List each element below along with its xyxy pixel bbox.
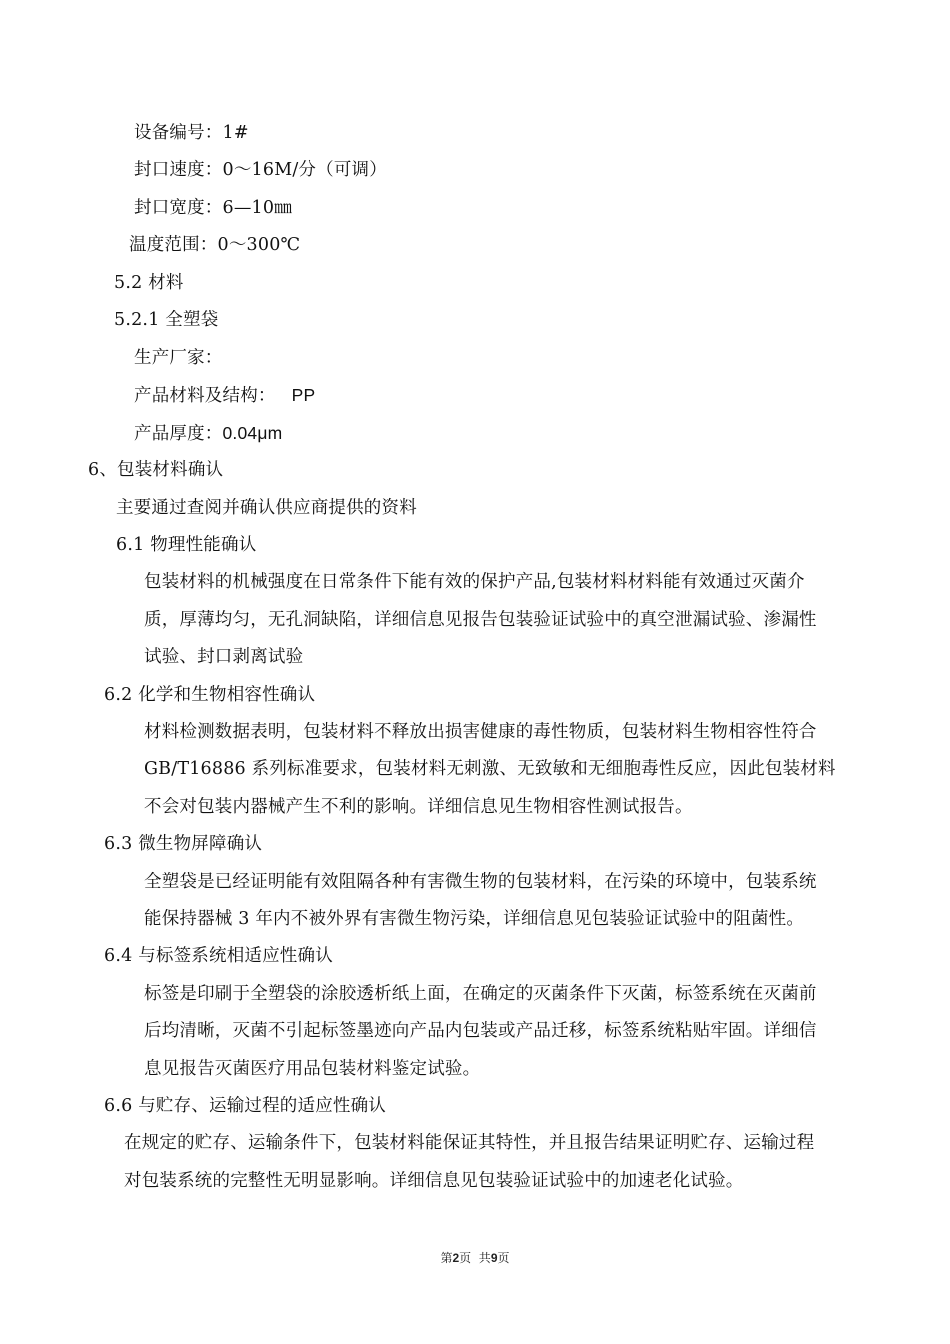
temperature-range: 温度范围：0～300℃ [129, 235, 301, 255]
material-structure [134, 383, 315, 408]
section-6-heading: 6、包装材料确认 [88, 460, 224, 480]
footer-total-pages: 9 [490, 1251, 498, 1265]
section-6-3-line: 全塑袋是已经证明能有效阻隔各种有害微生物的包装材料，在污染的环境中，包装系统 [144, 872, 817, 892]
page-footer [0, 1250, 950, 1266]
section-6-1-line: 包装材料的机械强度在日常条件下能有效的保护产品,包装材料材料能有效通过灭菌介 [144, 572, 805, 592]
section-6-4-heading: 6.4 与标签系统相适应性确认 [104, 946, 333, 966]
product-thickness [134, 421, 282, 446]
section-6-6-line: 对包装系统的完整性无明显影响。详细信息见包装验证试验中的加速老化试验。 [124, 1171, 744, 1191]
section-6-4-line: 息见报告灭菌医疗用品包装材料鉴定试验。 [144, 1059, 481, 1079]
section-6-intro: 主要通过查阅并确认供应商提供的资料 [116, 498, 417, 518]
section-6-4-line: 标签是印刷于全塑袋的涂胶透析纸上面，在确定的灭菌条件下灭菌，标签系统在灭菌前 [144, 984, 817, 1004]
manufacturer: 生产厂家： [134, 348, 223, 368]
section-6-4-line: 后均清晰，灭菌不引起标签墨迹向产品内包装或产品迁移，标签系统粘贴牢固。详细信 [144, 1021, 817, 1041]
sealing-speed: 封口速度：0～16M/分（可调） [134, 160, 387, 180]
footer-prefix: 第 [440, 1251, 453, 1265]
section-6-3-heading: 6.3 微生物屏障确认 [104, 834, 263, 854]
section-6-2-line: 材料检测数据表明，包装材料不释放出损害健康的毒性物质，包装材料生物相容性符合 [144, 722, 817, 742]
section-6-1-heading: 6.1 物理性能确认 [116, 535, 257, 555]
section-6-2-line: GB/T16886 系列标准要求，包装材料无刺激、无致敏和无细胞毒性反应，因此包装材料 [144, 759, 836, 779]
material-label: 产品材料及结构： [134, 386, 276, 406]
section-6-1-line: 试验、封口剥离试验 [144, 647, 304, 667]
section-6-2-heading: 6.2 化学和生物相容性确认 [104, 685, 316, 705]
sealing-width: 封口宽度：6—10㎜ [134, 198, 292, 218]
footer-middle: 页 共 [459, 1251, 491, 1265]
thickness-value: 0.04μm [222, 423, 283, 443]
material-value: PP [291, 385, 316, 405]
section-6-3-line: 能保持器械 3 年内不被外界有害微生物污染，详细信息见包装验证试验中的阻菌性。 [144, 909, 805, 929]
section-6-6-heading: 6.6 与贮存、运输过程的适应性确认 [104, 1096, 386, 1116]
footer-suffix: 页 [497, 1251, 510, 1265]
section-6-1-line: 质，厚薄均匀，无孔洞缺陷，详细信息见报告包装验证试验中的真空泄漏试验、渗漏性 [144, 610, 817, 630]
section-6-2-line: 不会对包装内器械产生不利的影响。详细信息见生物相容性测试报告。 [144, 797, 693, 817]
section-5-2-1-heading: 5.2.1 全塑袋 [114, 310, 219, 330]
thickness-label: 产品厚度： [134, 424, 223, 444]
equipment-number: 设备编号：1# [134, 123, 249, 143]
footer-page-number: 2 [452, 1251, 460, 1265]
section-5-2-heading: 5.2 材料 [114, 273, 184, 293]
section-6-6-line: 在规定的贮存、运输条件下，包装材料能保证其特性，并且报告结果证明贮存、运输过程 [124, 1133, 815, 1153]
